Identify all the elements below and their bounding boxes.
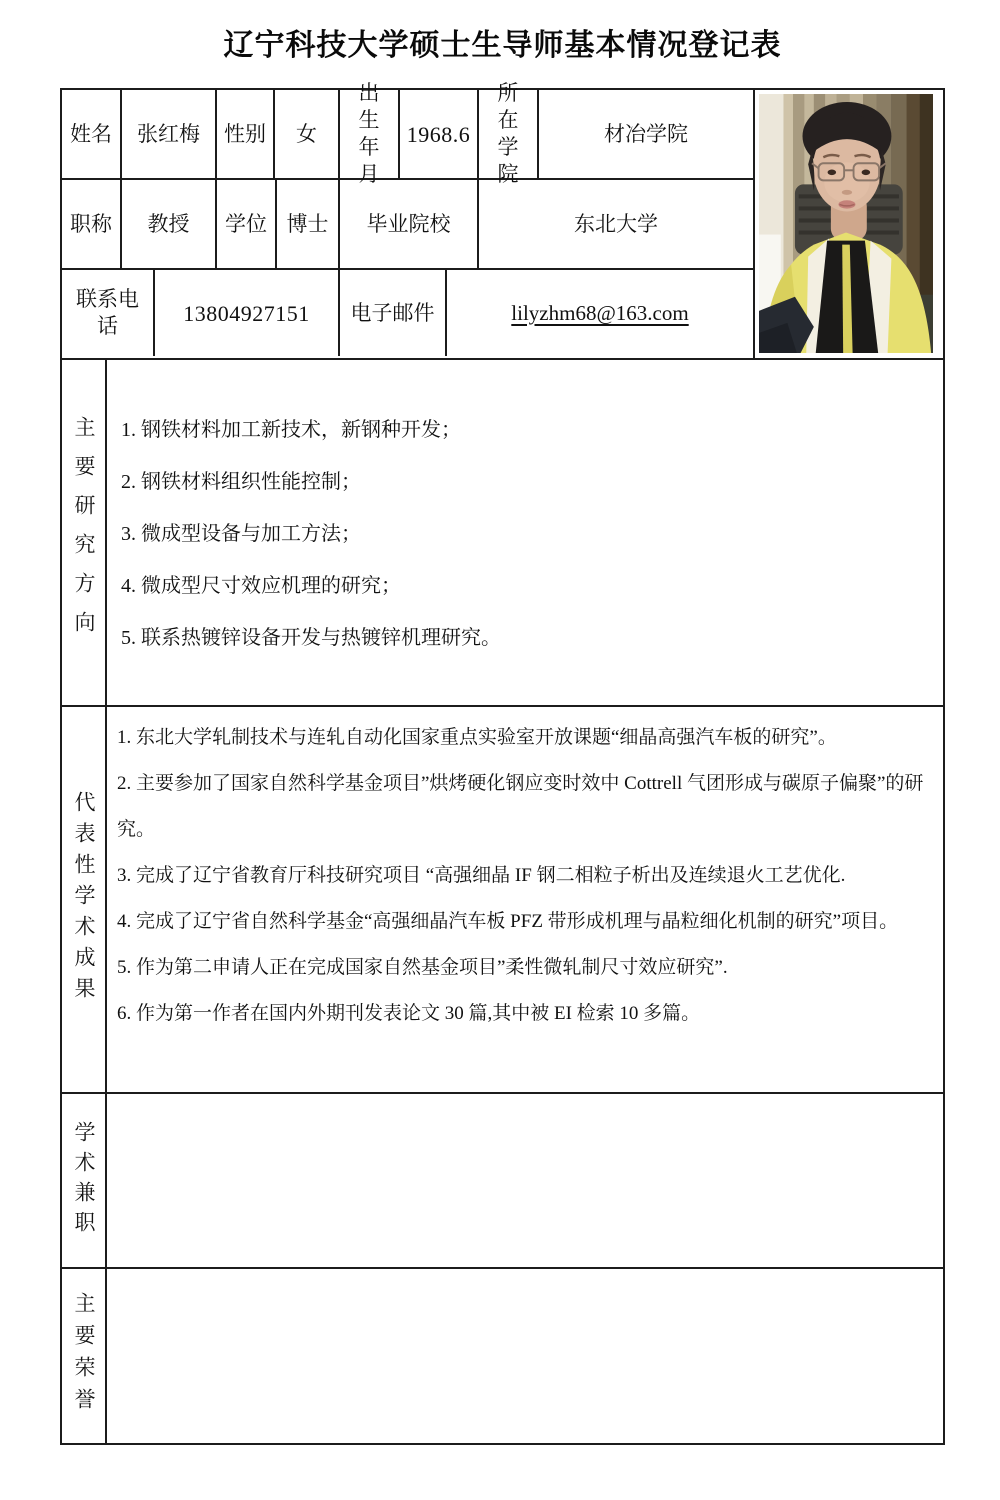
academic-achievements-list: [107, 707, 943, 1037]
academic-achievements-label-cell: [62, 707, 107, 1092]
basic-info-grid: [62, 81, 753, 358]
list-item: 1. 东北大学轧制技术与连轧自动化国家重点实验室开放课题“细晶高强汽车板的研究”。: [117, 727, 837, 748]
research-directions-list: [107, 360, 943, 664]
basic-info-block: [62, 81, 943, 360]
name-value: 张红梅: [122, 90, 217, 178]
list-item: 3. 完成了辽宁省教育厅科技研究项目 “高强细晶 IF 钢二相粒子析出及连续退火工艺优化.: [117, 865, 846, 886]
list-item: 5. 联系热镀锌设备开发与热镀锌机理研究。: [121, 627, 501, 649]
birth-label: 出生年月: [340, 90, 400, 178]
portrait-photo: [753, 90, 943, 358]
phone-value: 13804927151: [155, 270, 340, 356]
degree-value: 博士: [277, 180, 340, 268]
birth-value: 1968.6: [400, 90, 479, 178]
page-title: 辽宁科技大学硕士生导师基本情况登记表: [223, 29, 782, 62]
email-link[interactable]: lilyzhm68@163.com: [511, 300, 689, 325]
info-row-3: [62, 270, 753, 356]
list-item: 2. 主要参加了国家自然科学基金项目”烘烤硬化钢应变时效中 Cottrell 气团形成与碳原子偏聚”的研究。: [117, 773, 924, 840]
main-honors-label-cell: [62, 1269, 107, 1443]
main-honors-content: [107, 1269, 943, 1443]
phone-label: 联系电话: [62, 270, 155, 356]
list-item: 4. 完成了辽宁省自然科学基金“高强细晶汽车板 PFZ 带形成机理与晶粒细化机制的研究”项目。: [117, 911, 899, 932]
academic-positions-label-cell: [62, 1094, 107, 1267]
list-item: 1. 钢铁材料加工新技术，新钢种开发；: [121, 419, 461, 441]
research-directions-content: [107, 360, 943, 705]
academic-achievements-label: 代表性学术成果: [72, 791, 96, 1008]
section-academic-achievements: [62, 707, 943, 1094]
section-research-directions: [62, 360, 943, 707]
section-academic-positions: [62, 1094, 943, 1269]
gender-value: 女: [275, 90, 340, 178]
college-label: 所在学院: [479, 90, 539, 178]
list-item: 6. 作为第一作者在国内外期刊发表论文 30 篇,其中被 EI 检索 10 多篇。: [117, 1003, 701, 1024]
list-item: 3. 微成型设备与加工方法；: [121, 523, 361, 545]
registration-form: [60, 81, 945, 1445]
main-honors-label: 主要荣誉: [72, 1292, 96, 1420]
section-main-honors: [62, 1269, 943, 1443]
college-value: 材冶学院: [604, 121, 688, 146]
list-item: 2. 钢铁材料组织性能控制；: [121, 471, 361, 493]
research-directions-label: 主要研究方向: [72, 415, 96, 650]
portrait-photo-image: [759, 94, 933, 353]
name-label: 姓名: [62, 90, 122, 178]
rank-label: 职称: [62, 180, 122, 268]
academic-positions-content: [107, 1094, 943, 1267]
gender-label: 性别: [217, 90, 275, 178]
info-row-2: [62, 180, 753, 270]
info-row-1: [62, 81, 753, 186]
list-item: 4. 微成型尺寸效应机理的研究；: [121, 575, 401, 597]
research-directions-label-cell: [62, 360, 107, 705]
rank-value: 教授: [122, 180, 217, 268]
academic-achievements-content: [107, 707, 943, 1092]
alma-mater-value: 东北大学: [574, 211, 658, 236]
degree-label: 学位: [217, 180, 277, 268]
email-cell: [447, 270, 753, 356]
email-label: 电子邮件: [340, 270, 447, 356]
alma-mater-label: 毕业院校: [340, 180, 479, 268]
list-item: 5. 作为第二申请人正在完成国家自然基金项目”柔性微轧制尺寸效应研究”.: [117, 957, 728, 978]
academic-positions-label: 学术兼职: [72, 1120, 96, 1241]
